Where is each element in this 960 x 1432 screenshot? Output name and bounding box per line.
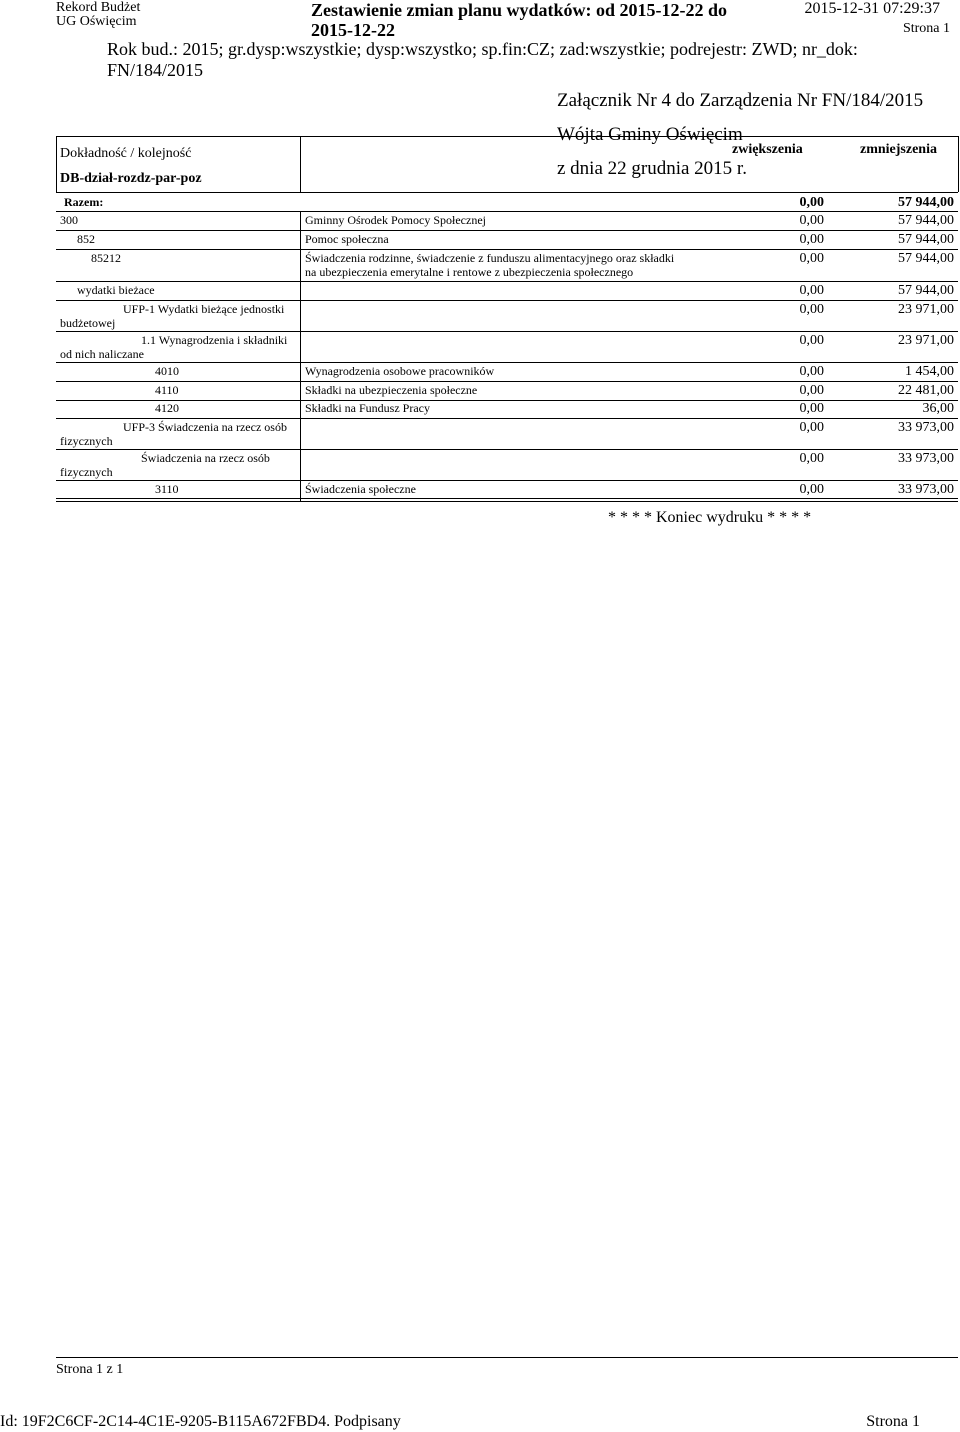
row-code: 4120 — [155, 401, 179, 415]
app-name: Rekord Budżet — [56, 0, 141, 15]
row-code: wydatki bieżace — [77, 283, 155, 297]
row-increase: 0,00 — [799, 302, 824, 317]
row-increase: 0,00 — [799, 232, 824, 247]
print-datetime: 2015-12-31 07:29:37 — [804, 0, 940, 17]
row-increase: 0,00 — [799, 213, 824, 228]
row-name: Składki na Fundusz Pracy — [305, 401, 430, 415]
row-code: 1.1 Wynagrodzenia i składniki — [141, 333, 288, 347]
row-name: Wynagrodzenia osobowe pracowników — [305, 364, 495, 378]
row-code: UFP-3 Świadczenia na rzecz osób — [123, 420, 287, 434]
row-code: Świadczenia na rzecz osób — [141, 451, 270, 465]
row-name: Składki na ubezpieczenia społeczne — [305, 383, 478, 397]
column-increase: zwiększenia — [732, 142, 803, 157]
report-filters: Rok bud.: 2015; gr.dysp:wszystkie; dysp:wszystko; sp.fin:CZ; zad:wszystkie; podrejestr: ZWD; nr_dok: — [107, 39, 858, 59]
row-code: 85212 — [91, 251, 121, 265]
report-title-date: 2015-12-22 — [311, 20, 395, 40]
row-increase: 0,00 — [799, 251, 824, 266]
total-increase: 0,00 — [799, 195, 824, 210]
footer-divider — [56, 1357, 958, 1358]
page-number: Strona 1 — [902, 21, 950, 36]
row-decrease: 23 971,00 — [898, 333, 954, 348]
row-decrease: 22 481,00 — [898, 383, 954, 398]
total-decrease: 57 944,00 — [898, 195, 954, 210]
row-code-cont: od nich naliczane — [60, 347, 144, 361]
attachment-date: z dnia 22 grudnia 2015 r. — [557, 158, 747, 179]
row-increase: 0,00 — [799, 451, 824, 466]
row-increase: 0,00 — [799, 401, 824, 416]
row-name: Świadczenia społeczne — [305, 482, 416, 496]
row-decrease: 57 944,00 — [898, 283, 954, 298]
attachment-line: Załącznik Nr 4 do Zarządzenia Nr FN/184/2015 — [557, 90, 924, 111]
row-code: 852 — [77, 232, 95, 246]
end-of-print: * * * * Koniec wydruku * * * * — [608, 509, 812, 526]
attachment-authority: Wójta Gminy Oświęcim — [557, 124, 743, 145]
row-decrease: 33 973,00 — [898, 482, 954, 497]
row-code-cont: fizycznych — [60, 465, 113, 479]
row-increase: 0,00 — [799, 420, 824, 435]
row-name: Świadczenia rodzinne, świadczenie z funduszu alimentacyjnego oraz składki — [305, 251, 675, 265]
column-accuracy: Dokładność / kolejność — [60, 146, 192, 161]
report-title: Zestawienie zmian planu wydatków: od 2015-12-22 do — [311, 0, 728, 20]
row-name: Pomoc społeczna — [305, 232, 389, 246]
row-decrease: 23 971,00 — [898, 302, 954, 317]
row-name-cont: na ubezpieczenia emerytalne i rentowe z ubezpieczenia społecznego — [305, 265, 634, 279]
row-code-cont: fizycznych — [60, 434, 113, 448]
column-decrease: zmniejszenia — [860, 142, 937, 157]
document-id: Id: 19F2C6CF-2C14-4C1E-9205-B115A672FBD4. Podpisany — [0, 1413, 401, 1430]
report-filters-doc: FN/184/2015 — [107, 60, 204, 80]
row-decrease: 36,00 — [922, 401, 954, 416]
footer-page: Strona 1 — [866, 1413, 920, 1430]
table-divider — [300, 211, 301, 501]
row-code-cont: budżetowej — [60, 316, 116, 330]
row-decrease: 1 454,00 — [905, 364, 954, 379]
row-decrease: 33 973,00 — [898, 420, 954, 435]
row-increase: 0,00 — [799, 482, 824, 497]
row-decrease: 57 944,00 — [898, 213, 954, 228]
row-code: 4010 — [155, 364, 179, 378]
row-increase: 0,00 — [799, 283, 824, 298]
organization-name: UG Oświęcim — [56, 14, 137, 29]
row-decrease: 57 944,00 — [898, 232, 954, 247]
row-code: 300 — [60, 213, 78, 227]
row-increase: 0,00 — [799, 333, 824, 348]
column-structure: DB-dział-rozdz-par-poz — [60, 171, 202, 186]
row-name: Gminny Ośrodek Pomocy Społecznej — [305, 213, 486, 227]
row-code: 4110 — [155, 383, 179, 397]
row-decrease: 57 944,00 — [898, 251, 954, 266]
row-increase: 0,00 — [799, 364, 824, 379]
footer-page-of: Strona 1 z 1 — [56, 1362, 124, 1377]
row-code: 3110 — [155, 482, 179, 496]
row-decrease: 33 973,00 — [898, 451, 954, 466]
row-code: UFP-1 Wydatki bieżące jednostki — [123, 302, 285, 316]
total-label: Razem: — [64, 195, 104, 209]
row-increase: 0,00 — [799, 383, 824, 398]
